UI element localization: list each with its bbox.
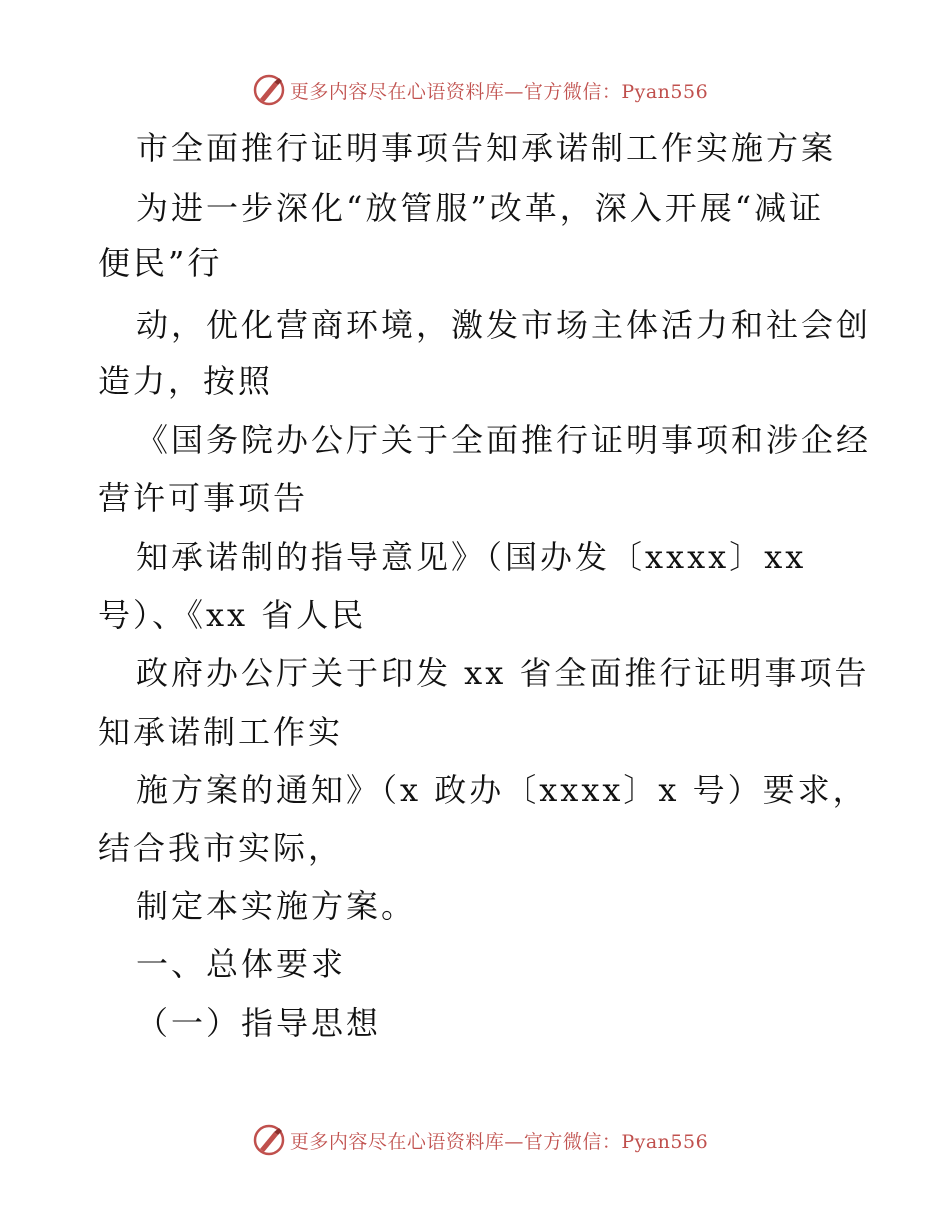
text-line: 知承诺制工作实 bbox=[98, 713, 344, 751]
document-title: 市全面推行证明事项告知承诺制工作实施方案 bbox=[136, 129, 837, 167]
text-line: 《国务院办公厅关于全面推行证明事项和涉企经 bbox=[136, 421, 872, 459]
text-line: 结合我市实际， bbox=[98, 829, 344, 867]
header-watermark bbox=[0, 70, 950, 110]
text-line: 政府办公厅关于印发 xx 省全面推行证明事项告 bbox=[136, 654, 870, 692]
watermark-text: 更多内容尽在心语资料库—官方微信：Pyan556 bbox=[289, 1130, 709, 1153]
pen-logo-icon bbox=[252, 73, 286, 107]
text-line: 便民”行 bbox=[98, 244, 223, 282]
text-line: 制定本实施方案。 bbox=[136, 887, 417, 925]
section-heading: 一、总体要求 bbox=[136, 945, 347, 983]
text-line: 为进一步深化“放管服”改革，深入开展“减证 bbox=[136, 189, 825, 227]
text-line: 动，优化营商环境，激发市场主体活力和社会创 bbox=[136, 306, 872, 344]
watermark-text: 更多内容尽在心语资料库—官方微信：Pyan556 bbox=[289, 80, 709, 103]
footer-watermark bbox=[0, 1120, 950, 1160]
text-line: 营许可事项告 bbox=[98, 479, 309, 517]
text-line: 施方案的通知》（x 政办〔xxxx〕x 号）要求， bbox=[136, 771, 868, 809]
pen-logo-icon bbox=[252, 1123, 286, 1157]
text-line: 知承诺制的指导意见》（国办发〔xxxx〕xx bbox=[136, 538, 807, 576]
text-line: 号）、《xx 省人民 bbox=[98, 596, 367, 634]
text-line: 造力，按照 bbox=[98, 362, 274, 400]
subsection-heading: （一）指导思想 bbox=[136, 1004, 382, 1042]
